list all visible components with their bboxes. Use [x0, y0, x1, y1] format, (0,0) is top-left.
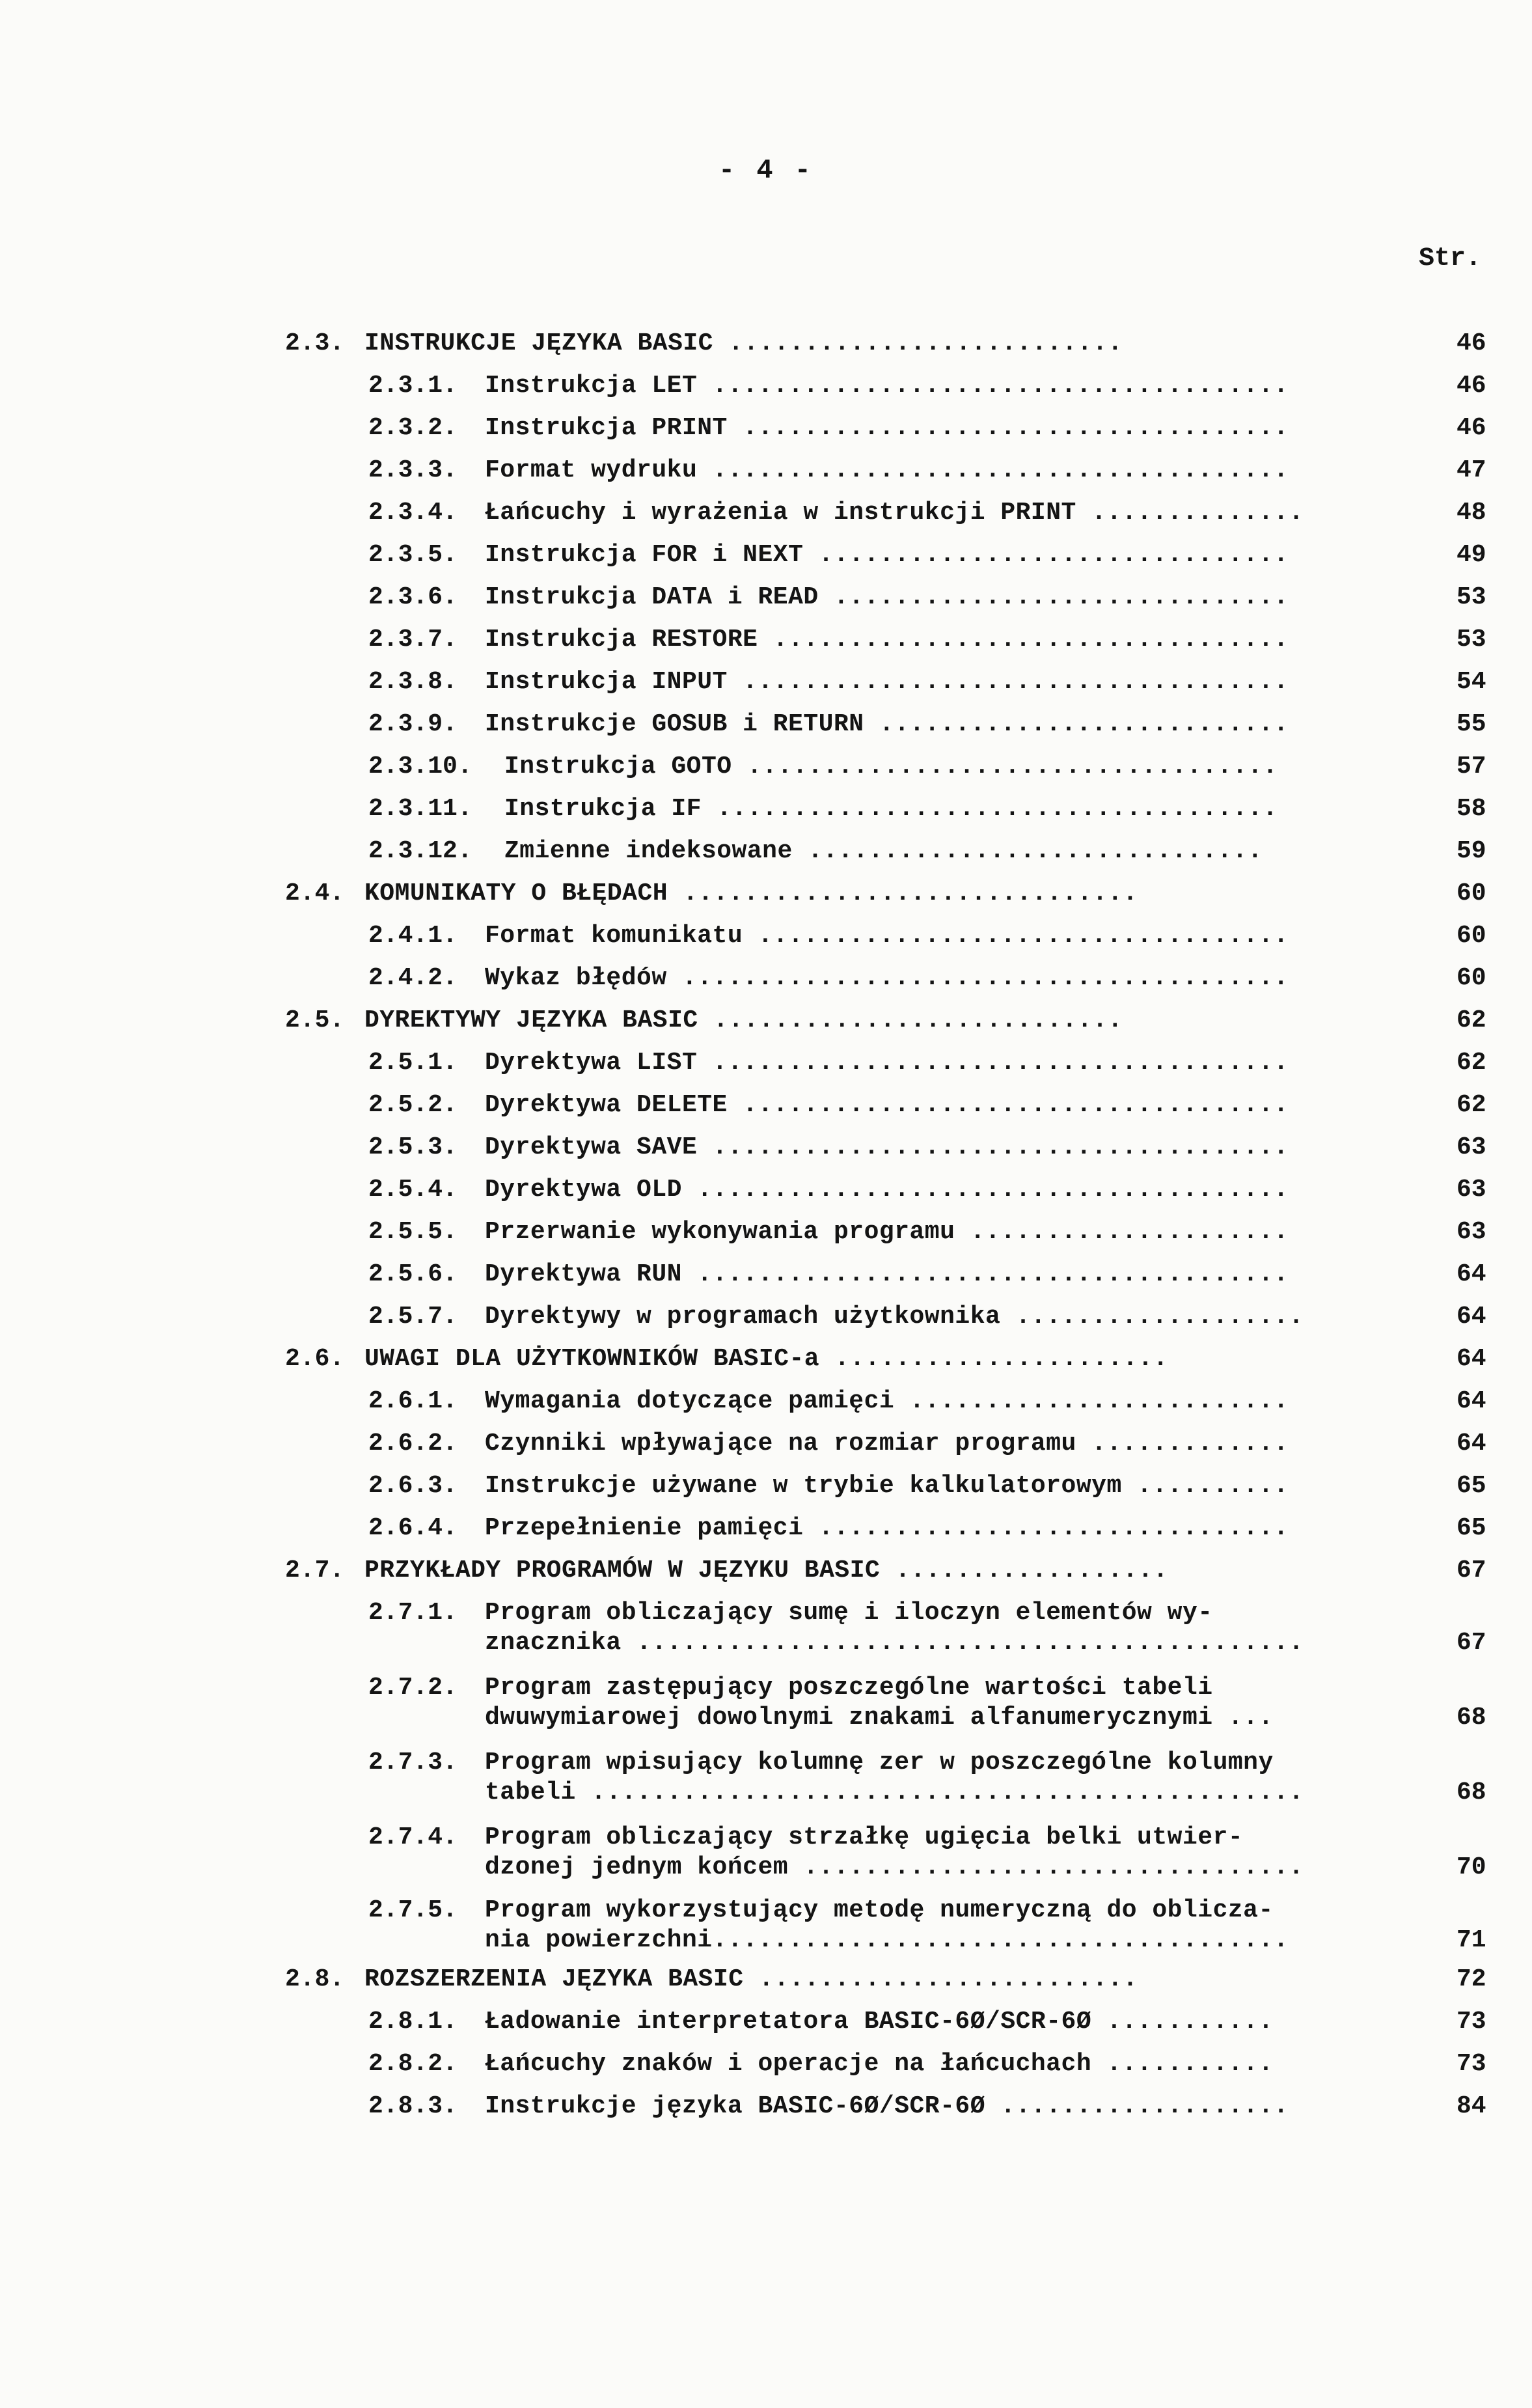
toc-entry-title-line2: nia powierzchni...................................... — [485, 1926, 1289, 1954]
toc-entry-page: 60 — [1457, 922, 1486, 950]
toc-entry-title-line1: Program zastępujący poszczególne wartości tabeli — [485, 1674, 1213, 1702]
toc-entry-page: 63 — [1457, 1133, 1486, 1161]
toc-entry-title: Dyrektywa SAVE ...................................... — [485, 1133, 1289, 1161]
toc-entry-number: 2.3.7. — [368, 626, 458, 654]
toc-entry-number: 2.8.3. — [368, 2092, 458, 2120]
toc-entry-page: 46 — [1457, 329, 1486, 357]
toc-entry-page: 84 — [1457, 2092, 1486, 2120]
toc-entry-number: 2.5.5. — [368, 1218, 458, 1246]
toc-entry-page: 65 — [1457, 1514, 1486, 1542]
toc-entry-number: 2.8. — [285, 1965, 345, 1993]
toc-entry-number: 2.8.1. — [368, 2008, 458, 2036]
toc-entry-title: UWAGI DLA UŻYTKOWNIKÓW BASIC-a ...................... — [364, 1345, 1169, 1373]
toc-entry-page: 70 — [1457, 1853, 1486, 1881]
toc-entry-page: 67 — [1457, 1557, 1486, 1585]
toc-entry-page: 72 — [1457, 1965, 1486, 1993]
toc-entry-title: Instrukcje używane w trybie kalkulatorowym .......... — [485, 1472, 1289, 1500]
toc-entry-title: Instrukcje GOSUB i RETURN ........................... — [485, 710, 1289, 738]
toc-entry-title: Dyrektywa OLD ....................................... — [485, 1176, 1289, 1204]
toc-entry-number: 2.4. — [285, 879, 345, 907]
toc-entry-title-line1: Program wykorzystujący metodę numeryczną do oblicza- — [485, 1896, 1274, 1924]
toc-entry-title-line1: Program obliczający sumę i iloczyn elementów wy- — [485, 1599, 1213, 1627]
toc-entry-title: KOMUNIKATY O BŁĘDACH .............................. — [364, 879, 1138, 907]
toc-entry-page: 67 — [1457, 1629, 1486, 1657]
toc-entry-number: 2.4.1. — [368, 922, 458, 950]
toc-entry-title — [485, 1748, 1396, 1808]
toc-entry-title: Wykaz błędów ........................................ — [485, 964, 1289, 992]
toc-entry-page: 63 — [1457, 1176, 1486, 1204]
toc-entry-page: 62 — [1457, 1091, 1486, 1119]
toc-entry-number: 2.3.11. — [368, 795, 472, 823]
toc-entry-page: 54 — [1457, 668, 1486, 696]
toc-entry-page: 71 — [1457, 1926, 1486, 1954]
toc-entry-page: 58 — [1457, 795, 1486, 823]
toc-entry-title: Instrukcja IF ..................................... — [504, 795, 1278, 823]
toc-entry-number: 2.3.4. — [368, 499, 458, 527]
toc-entry-title: Łańcuchy znaków i operacje na łańcuchach ........... — [485, 2050, 1274, 2078]
toc-entry-number: 2.5.6. — [368, 1260, 458, 1288]
toc-entry-title: Dyrektywy w programach użytkownika ................... — [485, 1303, 1304, 1331]
toc-entry-page: 64 — [1457, 1303, 1486, 1331]
toc-entry-number: 2.3.5. — [368, 541, 458, 569]
toc-entry-title: Dyrektywa DELETE .................................... — [485, 1091, 1289, 1119]
page-column-label: Str. — [1419, 244, 1482, 273]
toc-entry-title: Instrukcja LET ...................................... — [485, 372, 1289, 400]
toc-entry-page: 57 — [1457, 753, 1486, 781]
toc-entry-title: Łańcuchy i wyrażenia w instrukcji PRINT .............. — [485, 499, 1304, 527]
toc-entry-title: Czynniki wpływające na rozmiar programu ............. — [485, 1430, 1289, 1458]
toc-entry-number: 2.3.6. — [368, 583, 458, 611]
toc-entry-number: 2.7.1. — [368, 1599, 458, 1627]
toc-entry-title — [485, 1673, 1396, 1733]
toc-entry-number: 2.6.2. — [368, 1430, 458, 1458]
toc-entry-title: Wymagania dotyczące pamięci ......................... — [485, 1387, 1289, 1415]
toc-entry-page: 46 — [1457, 414, 1486, 442]
toc-entry-title: PRZYKŁADY PROGRAMÓW W JĘZYKU BASIC .................. — [364, 1557, 1169, 1585]
toc-entry-page: 47 — [1457, 456, 1486, 484]
toc-entry-page: 53 — [1457, 626, 1486, 654]
toc-entry-number: 2.3.12. — [368, 837, 472, 865]
toc-entry-title — [485, 1896, 1396, 1956]
toc-entry-number: 2.3.3. — [368, 456, 458, 484]
toc-entry-title-line2: dwuwymiarowej dowolnymi znakami alfanumerycznymi ... — [485, 1704, 1274, 1732]
toc-entry-page: 60 — [1457, 879, 1486, 907]
toc-entry-page: 48 — [1457, 499, 1486, 527]
toc-entry-page: 73 — [1457, 2050, 1486, 2078]
toc-entry-page: 64 — [1457, 1387, 1486, 1415]
toc-entry-title: Format komunikatu ................................... — [485, 922, 1289, 950]
toc-entry-number: 2.7.3. — [368, 1749, 458, 1777]
toc-entry-title — [485, 1598, 1396, 1658]
toc-entry-number: 2.3. — [285, 329, 345, 357]
toc-entry-page: 53 — [1457, 583, 1486, 611]
toc-entry-number: 2.3.1. — [368, 372, 458, 400]
toc-entry-page: 64 — [1457, 1430, 1486, 1458]
toc-entry-page: 60 — [1457, 964, 1486, 992]
toc-entry-title: Przerwanie wykonywania programu ..................... — [485, 1218, 1289, 1246]
toc-entry-page: 63 — [1457, 1218, 1486, 1246]
toc-entry-page: 55 — [1457, 710, 1486, 738]
toc-entry-page: 59 — [1457, 837, 1486, 865]
toc-entry-number: 2.6. — [285, 1345, 345, 1373]
toc-entry-number: 2.5.2. — [368, 1091, 458, 1119]
toc-entry-number: 2.7.4. — [368, 1823, 458, 1851]
toc-entry-number: 2.5.4. — [368, 1176, 458, 1204]
toc-entry-title-line2: tabeli ............................................... — [485, 1778, 1304, 1806]
toc-entry-page: 62 — [1457, 1006, 1486, 1034]
toc-entry-number: 2.5. — [285, 1006, 345, 1034]
toc-entry-number: 2.5.7. — [368, 1303, 458, 1331]
toc-entry-title: Dyrektywa LIST ...................................... — [485, 1049, 1289, 1077]
toc-entry-title-line1: Program wpisujący kolumnę zer w poszczególne kolumny — [485, 1749, 1274, 1777]
toc-entry-title: Instrukcje języka BASIC-6Ø/SCR-6Ø ................... — [485, 2092, 1289, 2120]
toc-entry-title — [485, 1823, 1396, 1883]
toc-entry-number: 2.8.2. — [368, 2050, 458, 2078]
page-number: - 4 - — [718, 155, 814, 186]
toc-entry-title: Instrukcja INPUT .................................... — [485, 668, 1289, 696]
toc-entry-title: Ładowanie interpretatora BASIC-6Ø/SCR-6Ø ........... — [485, 2008, 1274, 2036]
toc-entry-page: 68 — [1457, 1778, 1486, 1806]
toc-entry-number: 2.7.2. — [368, 1674, 458, 1702]
toc-entry-title-line2: dzonej jednym końcem ................................. — [485, 1853, 1304, 1881]
toc-entry-number: 2.7. — [285, 1557, 345, 1585]
toc-entry-title: Zmienne indeksowane .............................. — [504, 837, 1263, 865]
toc-entry-number: 2.3.2. — [368, 414, 458, 442]
toc-entry-title: Instrukcja PRINT .................................... — [485, 414, 1289, 442]
toc-entry-number: 2.3.10. — [368, 753, 472, 781]
toc-entry-title: Dyrektywa RUN ....................................... — [485, 1260, 1289, 1288]
toc-entry-number: 2.6.3. — [368, 1472, 458, 1500]
toc-entry-number: 2.5.1. — [368, 1049, 458, 1077]
toc-entry-number: 2.5.3. — [368, 1133, 458, 1161]
toc-entry-title: Przepełnienie pamięci ............................... — [485, 1514, 1289, 1542]
toc-entry-number: 2.4.2. — [368, 964, 458, 992]
toc-entry-number: 2.3.8. — [368, 668, 458, 696]
toc-entry-page: 64 — [1457, 1260, 1486, 1288]
toc-entry-number: 2.7.5. — [368, 1896, 458, 1924]
toc-entry-page: 68 — [1457, 1704, 1486, 1732]
toc-entry-page: 73 — [1457, 2008, 1486, 2036]
toc-entry-number: 2.3.9. — [368, 710, 458, 738]
toc-entry-title: Instrukcja GOTO ................................... — [504, 753, 1278, 781]
toc-entry-title-line2: znacznika ............................................ — [485, 1629, 1304, 1657]
toc-entry-page: 64 — [1457, 1345, 1486, 1373]
toc-entry-title-line1: Program obliczający strzałkę ugięcia belki utwier- — [485, 1823, 1244, 1851]
toc-entry-title: ROZSZERZENIA JĘZYKA BASIC ......................... — [364, 1965, 1138, 1993]
toc-entry-title: Instrukcja DATA i READ .............................. — [485, 583, 1289, 611]
toc-entry-page: 62 — [1457, 1049, 1486, 1077]
toc-entry-title: Instrukcja FOR i NEXT ............................... — [485, 541, 1289, 569]
toc-entry-title: Instrukcja RESTORE .................................. — [485, 626, 1289, 654]
toc-entry-page: 49 — [1457, 541, 1486, 569]
toc-entry-page: 65 — [1457, 1472, 1486, 1500]
toc-entry-title: INSTRUKCJE JĘZYKA BASIC .......................... — [364, 329, 1123, 357]
toc-entry-title: Format wydruku ...................................... — [485, 456, 1289, 484]
toc-entry-number: 2.6.4. — [368, 1514, 458, 1542]
toc-entry-title: DYREKTYWY JĘZYKA BASIC ........................... — [364, 1006, 1123, 1034]
toc-entry-number: 2.6.1. — [368, 1387, 458, 1415]
toc-entry-page: 46 — [1457, 372, 1486, 400]
